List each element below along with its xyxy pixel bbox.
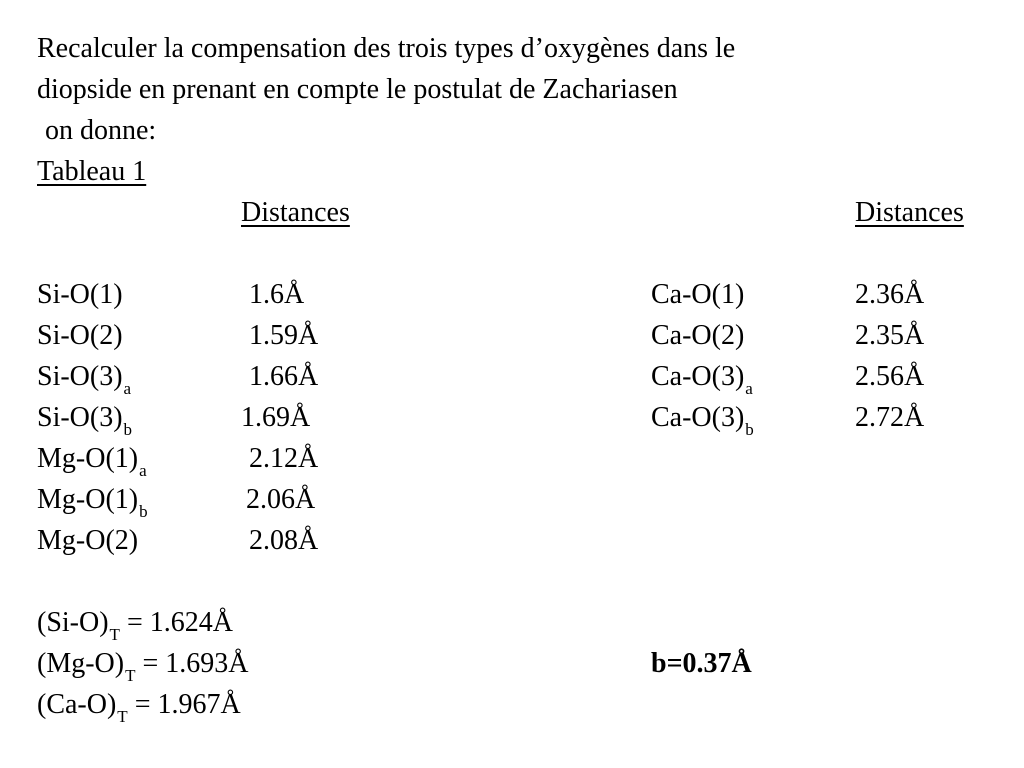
subscript: b <box>139 502 148 521</box>
bond-row-4-label: $Si-O(3)_b$ <box>37 402 133 439</box>
subscript: a <box>123 379 132 398</box>
subscript: a <box>745 379 753 398</box>
header-distances-left: Distances <box>241 197 350 228</box>
bond-row-5-label: $Mg-O(1)_a$ <box>37 443 147 480</box>
intro-line-1: Recalculer la compensation des trois types d’oxygènes dans le <box>37 33 736 64</box>
bond-row-5-value: 2.12Å <box>249 443 319 474</box>
subscript: a <box>139 461 147 480</box>
ca-row-2-value: 2.35Å <box>855 320 925 351</box>
average-ca-o: $(Ca-O)_T$ = 1.967Å <box>37 689 241 726</box>
subscript: T <box>117 707 128 726</box>
subscript: T <box>125 666 136 685</box>
bond-row-3-value: 1.66Å <box>249 361 319 392</box>
subscript: b <box>745 420 754 439</box>
ca-row-4-value: 2.72Å <box>855 402 925 433</box>
bond-row-1-value: 1.6Å <box>249 279 305 310</box>
ca-row-3-label: $Ca-O(3)_a$ <box>651 361 753 398</box>
bond-row-3-label: $Si-O(3)_a$ <box>37 361 132 398</box>
ca-row-4-label: $Ca-O(3)_b$ <box>651 402 754 439</box>
subscript: b <box>123 420 133 439</box>
bond-row-1-label: Si-O(1) <box>37 279 123 310</box>
average-mg-o: $(Mg-O)_T$ = 1.693Å <box>37 648 249 685</box>
ca-row-1-label: Ca-O(1) <box>651 279 745 310</box>
table-caption: Tableau 1 <box>37 156 147 187</box>
bond-row-7-label: Mg-O(2) <box>37 525 139 556</box>
intro-line-3: on donne: <box>45 115 157 146</box>
bond-row-2-label: Si-O(2) <box>37 320 123 351</box>
ca-row-3-value: 2.56Å <box>855 361 925 392</box>
bond-row-7-value: 2.08Å <box>249 525 319 556</box>
b-parameter: b=0.37Å <box>651 648 752 679</box>
intro-line-2: diopside en prenant en compte le postulat de Zachariasen <box>37 74 678 105</box>
average-si-o: $(Si-O)_T$ = 1.624Å <box>37 607 233 644</box>
bond-row-4-value: 1.69Å <box>241 402 311 433</box>
ca-row-1-value: 2.36Å <box>855 279 925 310</box>
subscript: T <box>109 625 120 644</box>
bond-row-6-label: $Mg-O(1)_b$ <box>37 484 148 521</box>
header-distances-right: Distances <box>855 197 964 228</box>
bond-row-2-value: 1.59Å <box>249 320 319 351</box>
ca-row-2-label: Ca-O(2) <box>651 320 745 351</box>
bond-row-6-value: 2.06Å <box>246 484 316 515</box>
